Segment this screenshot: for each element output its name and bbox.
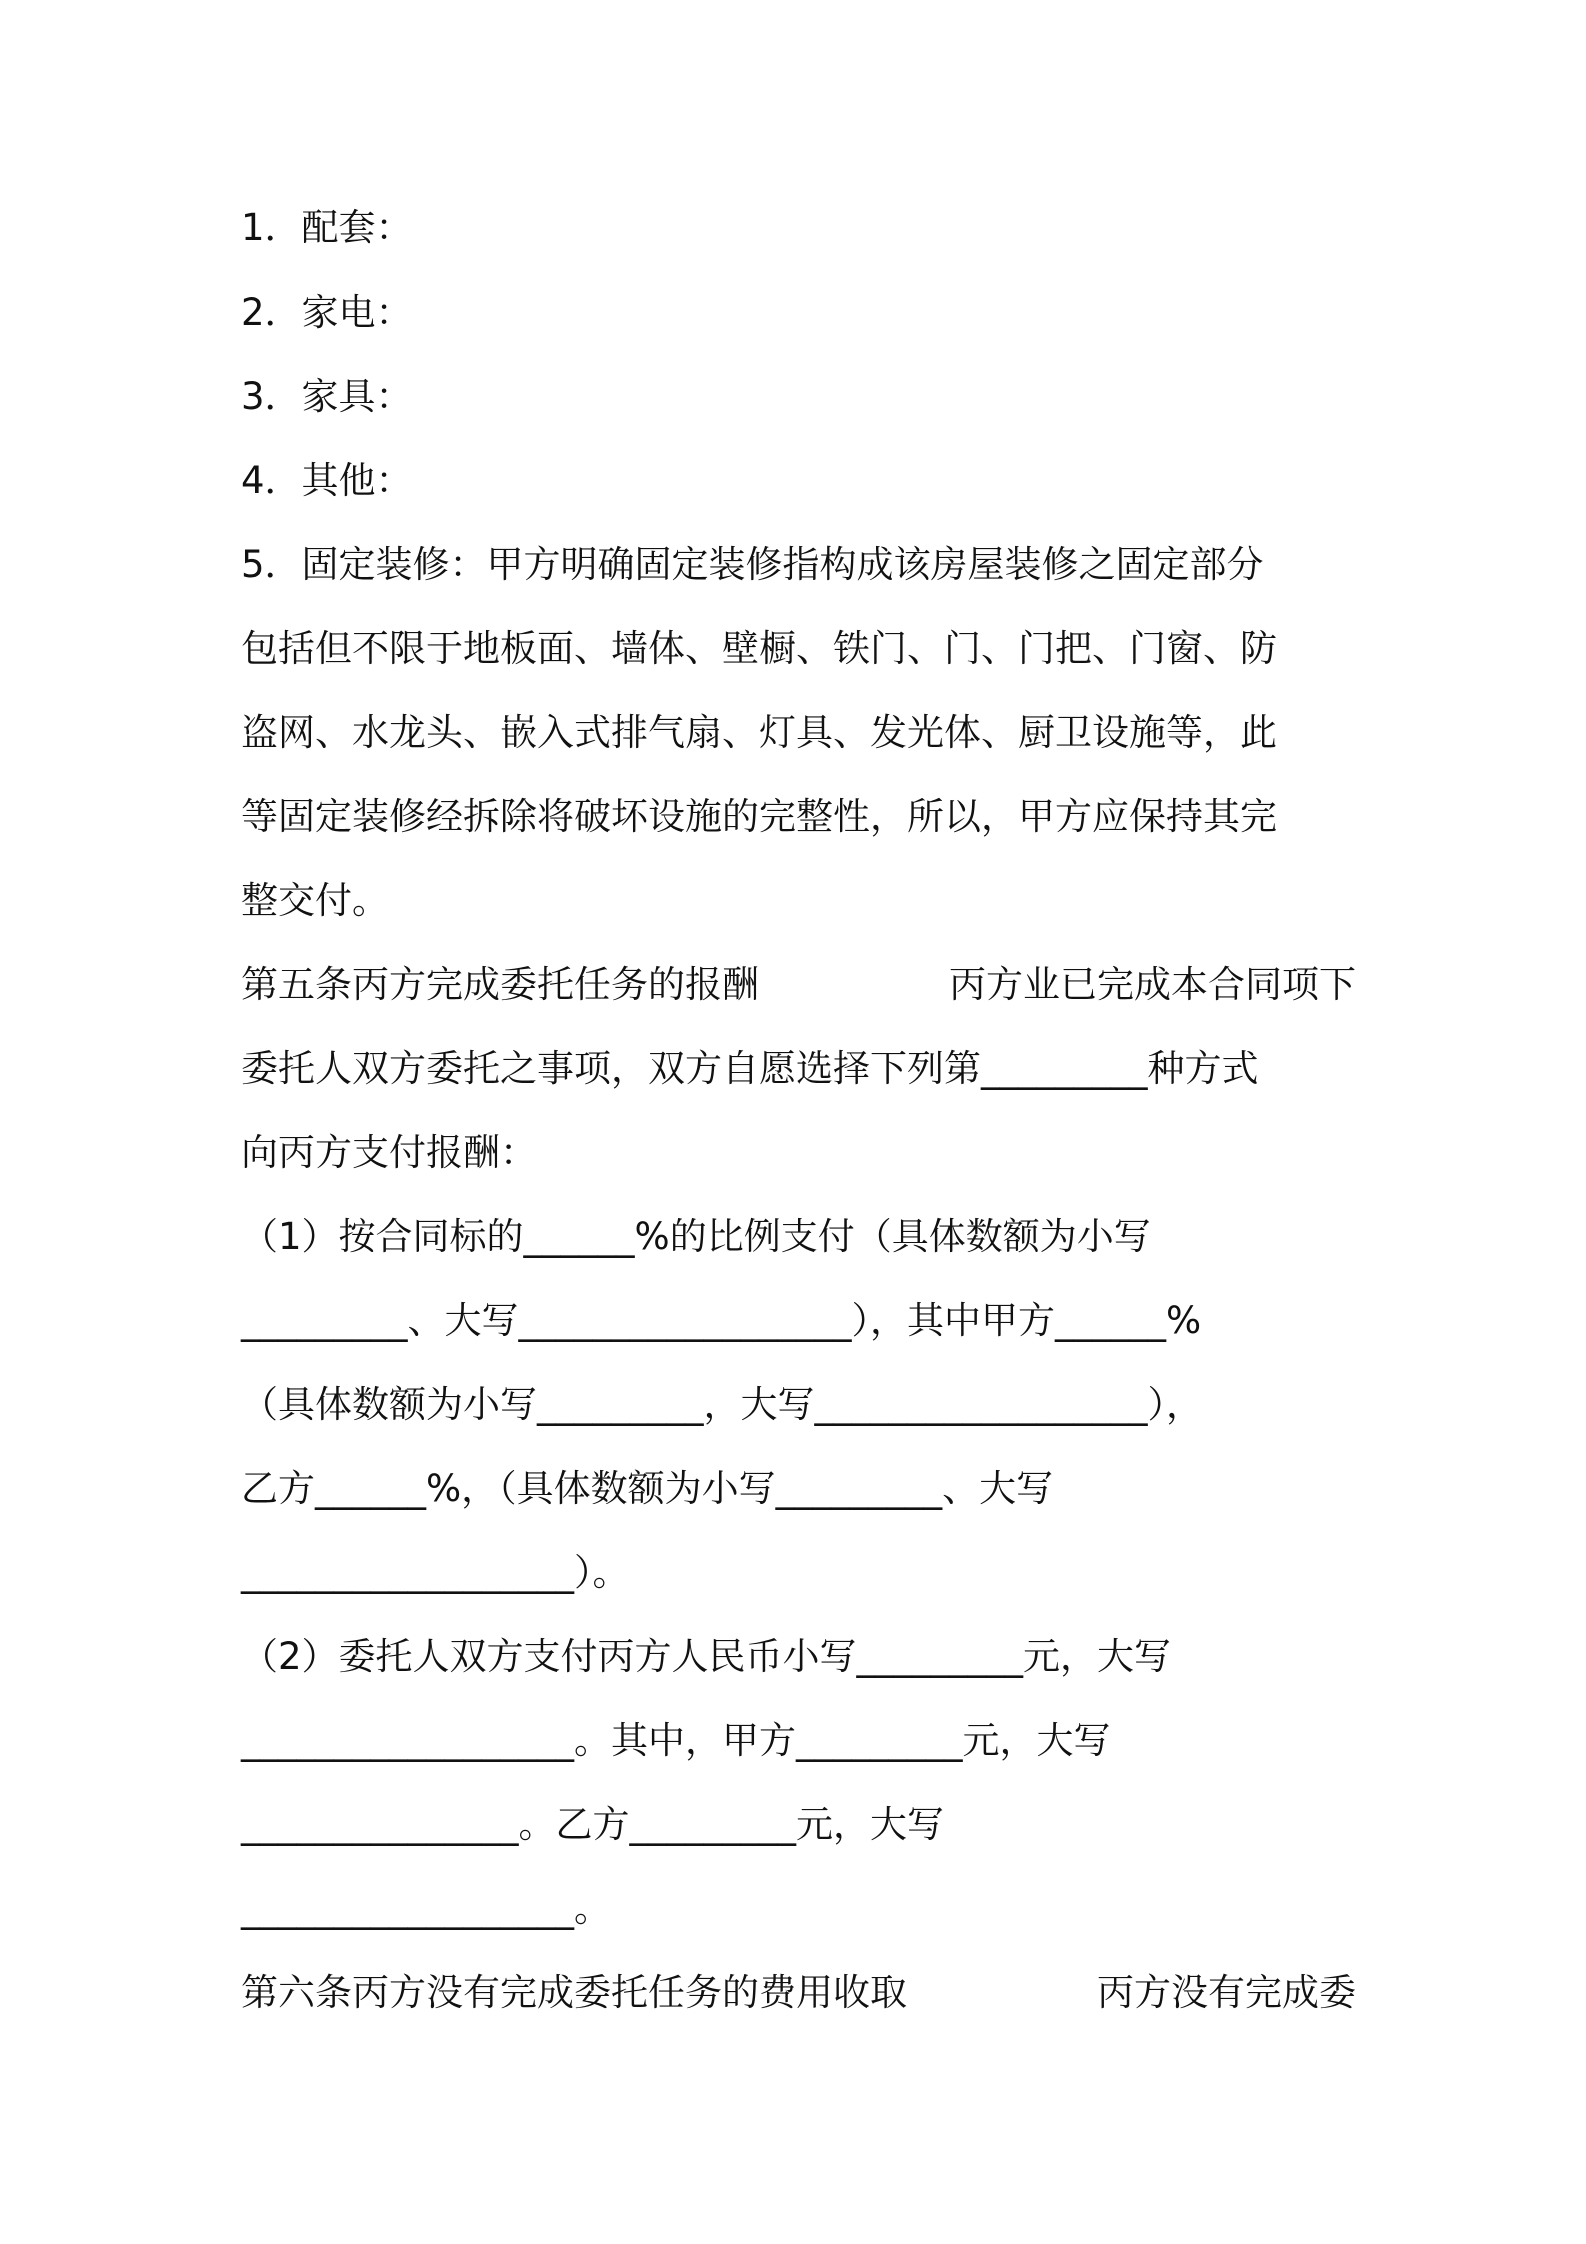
paragraph-line: 包括但不限于地板面、墙体、壁橱、铁门、门、门把、门窗、防	[241, 627, 1277, 670]
list-item-facilities: 1．配套：	[241, 206, 413, 249]
paragraph-line: 盗网、水龙头、嵌入式排气扇、灯具、发光体、厨卫设施等，此	[241, 711, 1277, 754]
option-1-line: 乙方______%，（具体数额为小写_________、大写	[241, 1467, 1054, 1510]
list-item-appliances: 2．家电：	[241, 291, 413, 334]
option-2-line: _______________。乙方_________元，大写	[241, 1803, 944, 1846]
option-1-line: _________、大写__________________），其中甲方______%	[241, 1299, 1202, 1342]
article-6-text: 丙方没有完成委	[1097, 1971, 1356, 2014]
option-1-line: （具体数额为小写_________，大写__________________），	[241, 1383, 1203, 1426]
paragraph-line: 向丙方支付报酬：	[241, 1131, 537, 1174]
paragraph-line: 委托人双方委托之事项，双方自愿选择下列第_________种方式	[241, 1047, 1259, 1090]
option-2-line: __________________。	[241, 1887, 611, 1930]
article-5-text: 丙方业已完成本合同项下	[949, 963, 1356, 1006]
paragraph-line: 整交付。	[241, 879, 389, 922]
list-item-other: 4．其他：	[241, 459, 413, 502]
option-1-line: __________________）。	[241, 1551, 630, 1594]
paragraph-line: 等固定装修经拆除将破坏设施的完整性，所以，甲方应保持其完	[241, 795, 1277, 838]
article-5-heading: 第五条丙方完成委托任务的报酬	[241, 963, 759, 1006]
article-5-heading-line	[241, 955, 1356, 1015]
list-item-furniture: 3．家具：	[241, 375, 413, 418]
option-1-line: （1）按合同标的______%的比例支付（具体数额为小写	[241, 1215, 1151, 1258]
article-6-heading-line	[241, 1963, 1356, 2023]
article-6-heading: 第六条丙方没有完成委托任务的费用收取	[241, 1971, 907, 2014]
list-item-fixed-decoration: 5．固定装修：甲方明确固定装修指构成该房屋装修之固定部分	[241, 543, 1264, 586]
option-2-line: （2）委托人双方支付丙方人民币小写_________元，大写	[241, 1635, 1172, 1678]
option-2-line: __________________。其中，甲方_________元，大写	[241, 1719, 1111, 1762]
